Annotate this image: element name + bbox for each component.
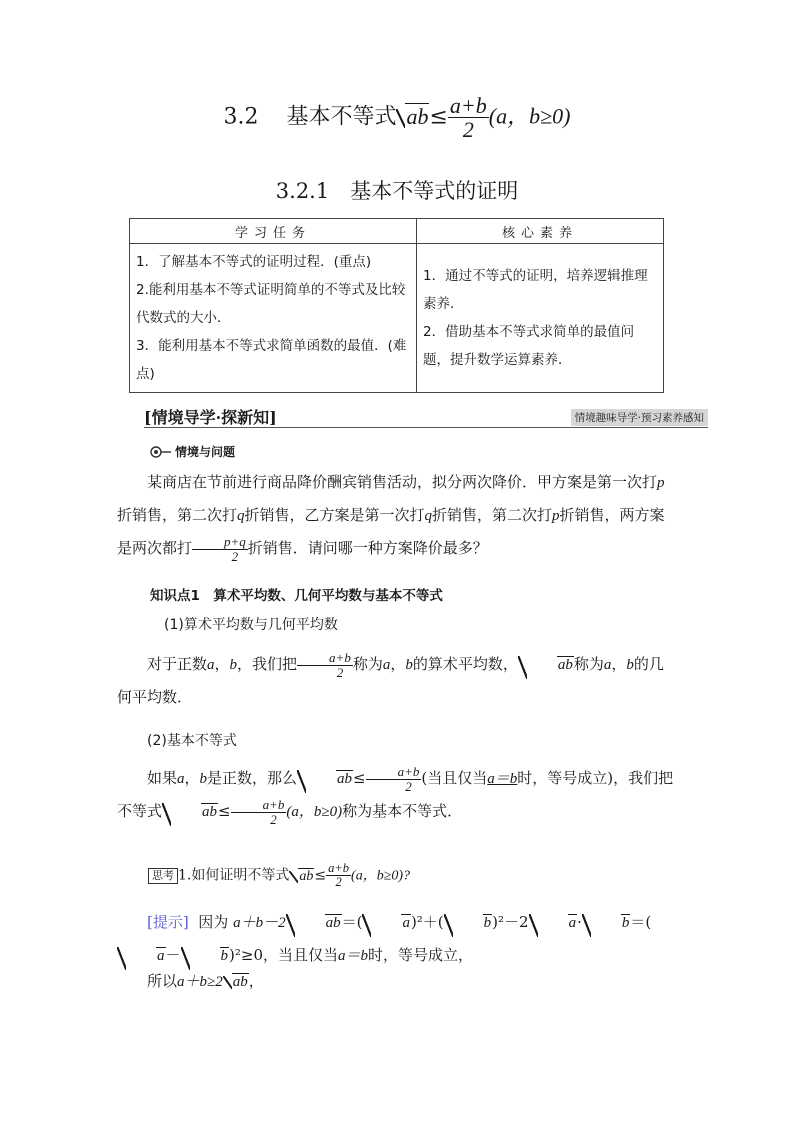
header-core-literacy: 核心素养 <box>417 219 664 244</box>
title-number: 3.2 <box>223 104 259 130</box>
hint-paragraph: [提示] 因为 a＋b－2 ab＝( a)²＋( b)²－2 a· b＝(a－ b)²≥0，当且仅当a＝b时，等号成立， <box>117 906 677 972</box>
geo-mean-sqrt: ab <box>518 648 574 681</box>
scenario-label: 情境与问题 <box>150 443 235 460</box>
arith-mean-fraction: $\frac{a+b}{2}$ <box>297 651 353 679</box>
page-subtitle: 3.2.1 基本不等式的证明 <box>275 179 519 203</box>
scenario-icon <box>150 446 172 458</box>
knowledge-paragraph-1: 对于正数a，b，我们把 $\frac{a+b}{2}$ 称为a，b的算术平均数， ab称为a，b的几何平均数． <box>117 649 664 706</box>
title-sqrt: ab <box>396 104 429 130</box>
header-learning-tasks: 学习任务 <box>130 219 417 244</box>
literacy-item: 2．借助基本不等式求简单的最值问题，提升数学运算素养． <box>423 324 635 368</box>
page-title <box>0 94 794 141</box>
equality-condition: a＝b <box>487 771 518 787</box>
title-text: 基本不等式 <box>286 104 397 130</box>
task-item: 1．了解基本不等式的证明过程．(重点) <box>136 254 372 270</box>
title-condition: (a，b≥0) <box>488 103 571 129</box>
task-item: 2.能利用基本不等式证明简单的不等式及比较代数式的大小． <box>136 282 406 326</box>
section-tag: 情境趣味导学·预习素养感知 <box>571 409 708 426</box>
objectives-table <box>129 218 664 393</box>
knowledge-heading: 知识点1 算术平均数、几何平均数与基本不等式 <box>150 588 443 604</box>
knowledge-subheading-1: (1)算术平均数与几何平均数 <box>164 617 338 633</box>
learning-tasks-cell <box>130 244 417 393</box>
title-fraction: $\frac{a+b}{2}$ <box>449 93 487 143</box>
literacy-item: 1．通过不等式的证明，培养逻辑推理素养． <box>423 268 648 312</box>
hint-label: [提示] <box>147 913 189 931</box>
title-leq: ≤ <box>429 104 448 130</box>
task-item: 3．能利用基本不等式求简单函数的最值．(难点) <box>136 338 407 382</box>
knowledge-subheading-2: (2)基本不等式 <box>147 733 237 749</box>
section-bar <box>144 405 708 428</box>
scenario-paragraph: 某商店在节前进行商品降价酬宾销售活动，拟分两次降价．甲方案是第一次打p折销售，第二次打q折销售，乙方案是第一次打q折销售，第二次打p折销售，两方案是两次都打 $\frac{p+q}{2}$ 折销售．请问哪一种方案降价最多？ <box>117 473 665 564</box>
knowledge-paragraph-2: 如果a，b是正数，那么 ab≤ $\frac{a+b}{2}$ (当且仅当a＝b时，等号成立)，我们把不等式 ab≤ $\frac{a+b}{2}$ (a，b≥0)称为基本不等式． <box>117 763 674 827</box>
scenario-fraction: $\frac{p+q}{2}$ <box>192 535 248 563</box>
hint-conclusion: 所以a＋b≥2 ab， <box>147 972 264 990</box>
section-title: [情境导学·探新知] <box>144 408 277 427</box>
think-badge: 思考 <box>148 868 178 884</box>
core-literacy-cell <box>417 244 664 393</box>
think-question: 思考 1.如何证明不等式 ab≤ $\frac{a+b}{2}$ (a，b≥0)? <box>148 862 410 889</box>
